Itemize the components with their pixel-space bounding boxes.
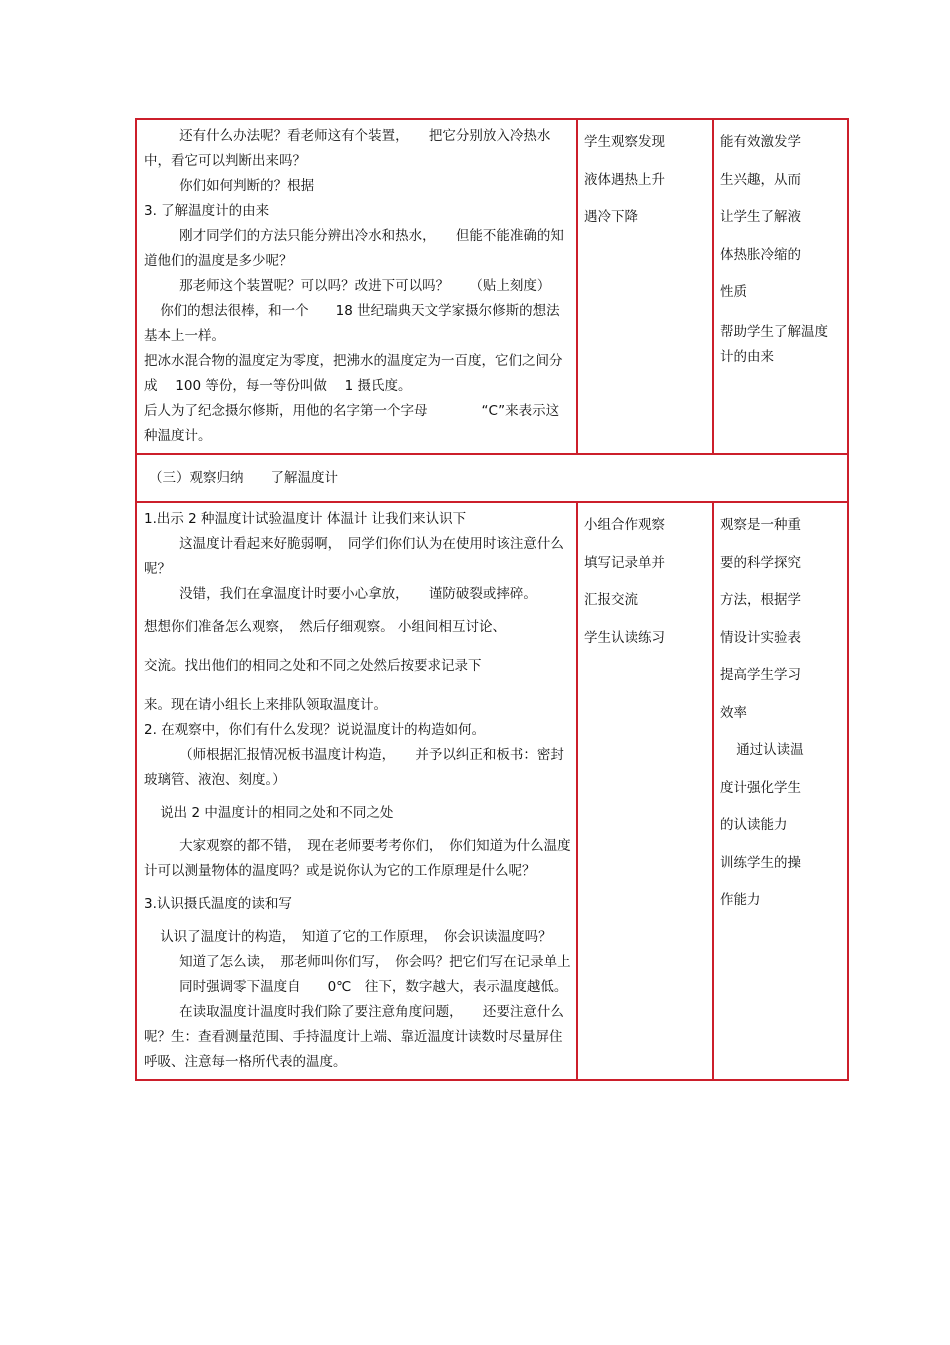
intent-line: 让学生了解液 (720, 209, 801, 225)
intent-line: 作能力 (720, 892, 761, 908)
paragraph: 想想你们准备怎么观察， 然后仔细观察。 小组间相互讨论、 (144, 619, 507, 635)
intent-line: 度计强化学生 (720, 779, 801, 796)
intent-line: 训练学生的操 (720, 854, 801, 871)
paragraph: 把冰水混合物的温度定为零度，把沸水的温度定为一百度，它们之间分成 100 等份，每一等份叫做 1 摄氏度。 (144, 353, 563, 394)
student-activity-cell (577, 502, 713, 1080)
intent-line: 性质 (720, 284, 747, 300)
paragraph: 后人为了纪念摄尔修斯，用他的名字第一个字母 “C”来表示这种温度计。 (144, 403, 560, 444)
student-line: 遇冷下降 (584, 209, 638, 225)
table-row (136, 119, 848, 454)
section-row (136, 454, 848, 502)
intent-line: 观察是一种重 (720, 517, 801, 533)
student-line: 汇报交流 (584, 592, 638, 608)
paragraph: 同时强调零下温度自 0℃ 往下，数字越大，表示温度越低。 (179, 979, 568, 995)
section-title: （三）观察归纳 了解温度计 (136, 454, 848, 502)
paragraph: 说出 2 中温度计的相同之处和不同之处 (160, 805, 394, 821)
intent-line: 能有效激发学 (720, 134, 801, 150)
design-intent-cell (713, 119, 848, 454)
paragraph: 大家观察的都不错， 现在老师要考考你们， 你们知道为什么温度计可以测量物体的温度吗？或是说你认为它的工作原理是什么呢？ (144, 838, 571, 879)
paragraph: 还有什么办法呢？看老师这有个装置， 把它分别放入冷热水中，看它可以判断出来吗？ (144, 128, 551, 169)
intent-line: 生兴趣，从而 (720, 171, 801, 188)
teacher-activity-cell (136, 502, 577, 1080)
paragraph: （师根据汇报情况板书温度计构造， 并予以纠正和板书：密封玻璃管、液泡、刻度。） (144, 747, 564, 788)
paragraph: 刚才同学们的方法只能分辨出冷水和热水， 但能不能准确的知道他们的温度是多少呢？ (144, 228, 564, 269)
paragraph: 你们的想法很棒，和一个 18 世纪瑞典天文学家摄尔修斯的想法基本上一样。 (144, 303, 560, 344)
paragraph: 这温度计看起来好脆弱啊， 同学们你们认为在使用时该注意什么呢？ (144, 536, 564, 577)
intent-line: 情设计实验表 (720, 629, 801, 646)
student-line: 小组合作观察 (584, 517, 665, 533)
paragraph: 认识了温度计的构造， 知道了它的工作原理， 你会识读温度吗？ (160, 929, 552, 945)
paragraph: 知道了怎么读， 那老师叫你们写， 你会吗？把它们写在记录单上 (179, 954, 571, 970)
intent-line: 通过认读温 (736, 742, 804, 758)
student-line: 学生观察发现 (584, 134, 665, 150)
student-line: 学生认读练习 (584, 629, 665, 646)
paragraph: 那老师这个装置呢？可以吗？改进下可以吗？ （贴上刻度） (179, 278, 551, 294)
subsection-heading: 3.认识摄氏温度的读和写 (144, 896, 292, 912)
intent-line: 方法，根据学 (720, 592, 801, 608)
paragraph: 1.出示 2 种温度计试验温度计 体温计 让我们来认识下 (144, 511, 467, 527)
paragraph: 你们如何判断的？根据 (179, 178, 315, 194)
paragraph: 来。现在请小组长上来排队领取温度计。 (144, 697, 387, 713)
intent-line: 提高学生学习 (720, 667, 801, 683)
paragraph: 没错，我们在拿温度计时要小心拿放， 谨防破裂或摔碎。 (179, 586, 537, 602)
design-intent-cell (713, 502, 848, 1080)
table-row (136, 502, 848, 1080)
student-activity-cell (577, 119, 713, 454)
paragraph: 在读取温度计温度时我们除了要注意角度问题， 还要注意什么呢？生：查看测量范围、手持温度计上端、靠近温度计读数时尽量屏住呼吸、注意每一格所代表的温度。 (144, 1004, 564, 1070)
intent-line: 要的科学探究 (720, 554, 801, 571)
lesson-plan-table (135, 118, 849, 1081)
teacher-activity-cell (136, 119, 577, 454)
intent-line: 效率 (720, 704, 747, 721)
student-line: 填写记录单并 (584, 554, 665, 571)
subsection-heading: 2. 在观察中，你们有什么发现？说说温度计的构造如何。 (144, 722, 486, 738)
subsection-heading: 3. 了解温度计的由来 (144, 203, 270, 219)
intent-line: 体热胀冷缩的 (720, 246, 801, 263)
intent-line: 的认读能力 (720, 817, 788, 833)
student-line: 液体遇热上升 (584, 171, 665, 188)
paragraph: 交流。找出他们的相同之处和不同之处然后按要求记录下 (144, 658, 482, 674)
intent-line: 帮助学生了解温度计的由来 (720, 323, 828, 365)
